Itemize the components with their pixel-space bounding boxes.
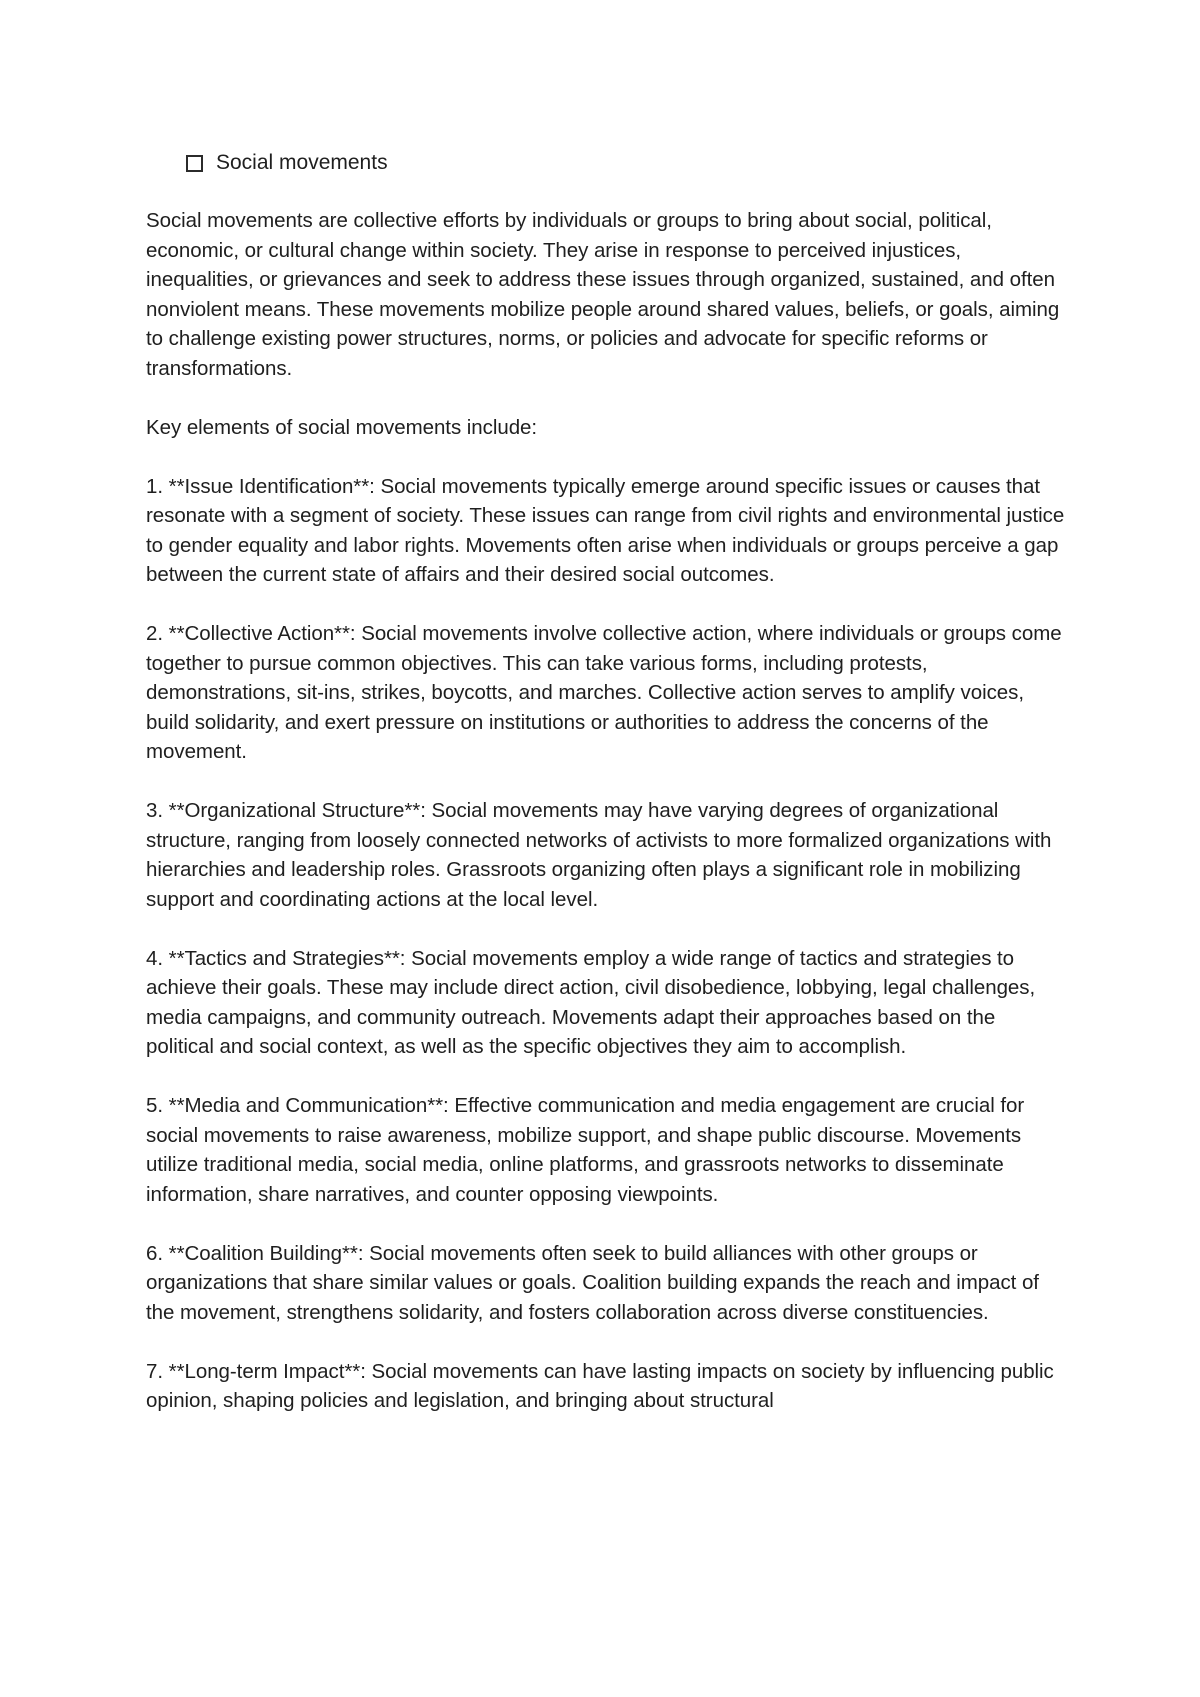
checklist-item [186,148,388,178]
document-body [146,206,1066,1445]
intro-paragraph: Social movements are collective efforts by individuals or groups to bring about social, political, economic, or cultural change within society. They arise in response to perceived injustices, inequalities, or grievances and seek to address these issues through organized, sustained, and often nonviolent means. These movements mobilize people around shared values, beliefs, or goals, aiming to challenge existing power structures, norms, or policies and advocate for specific reforms or transformations. [146,209,1060,380]
list-item-organizational-structure: 3. **Organizational Structure**: Social movements may have varying degrees of organizational structure, ranging from loosely connected networks of activists to more formalized organizations with hierarchies and leadership roles. Grassroots organizing often plays a significant role in mobilizing support and coordinating actions at the local level. [146,799,1052,911]
list-item-collective-action: 2. **Collective Action**: Social movements involve collective action, where individuals or groups come together to pursue common objectives. This can take various forms, including protests, demonstrations, sit-ins, strikes, boycotts, and marches. Collective action serves to amplify voices, build solidarity, and exert pressure on institutions or authorities to address the concerns of the movement. [146,622,1062,763]
checklist-label: Social movements [216,151,388,174]
list-item-media-communication: 5. **Media and Communication**: Effective communication and media engagement are crucial for social movements to raise awareness, mobilize support, and shape public discourse. Movements utilize traditional media, social media, online platforms, and grassroots networks to disseminate information, share narratives, and counter opposing viewpoints. [146,1094,1025,1206]
checkbox[interactable] [186,155,203,172]
list-item-issue-identification: 1. **Issue Identification**: Social movements typically emerge around specific issues or causes that resonate with a segment of society. These issues can range from civil rights and environmental justice to gender equality and labor rights. Movements often arise when individuals or groups perceive a gap between the current state of affairs and their desired social outcomes. [146,474,1065,586]
list-item-coalition-building: 6. **Coalition Building**: Social movements often seek to build alliances with other groups or organizations that share similar values or goals. Coalition building expands the reach and impact of the movement, strengthens solidarity, and fosters collaboration across diverse constituencies. [146,1241,1039,1324]
key-elements-heading: Key elements of social movements include: [146,415,538,439]
list-item-long-term-impact: 7. **Long-term Impact**: Social movements can have lasting impacts on society by influencing public opinion, shaping policies and legislation, and bringing about structural [146,1359,1054,1412]
list-item-tactics-strategies: 4. **Tactics and Strategies**: Social movements employ a wide range of tactics and strategies to achieve their goals. These may include direct action, civil disobedience, lobbying, legal challenges, media campaigns, and community outreach. Movements adapt their approaches based on the political and social context, as well as the specific objectives they aim to accomplish. [146,946,1036,1058]
